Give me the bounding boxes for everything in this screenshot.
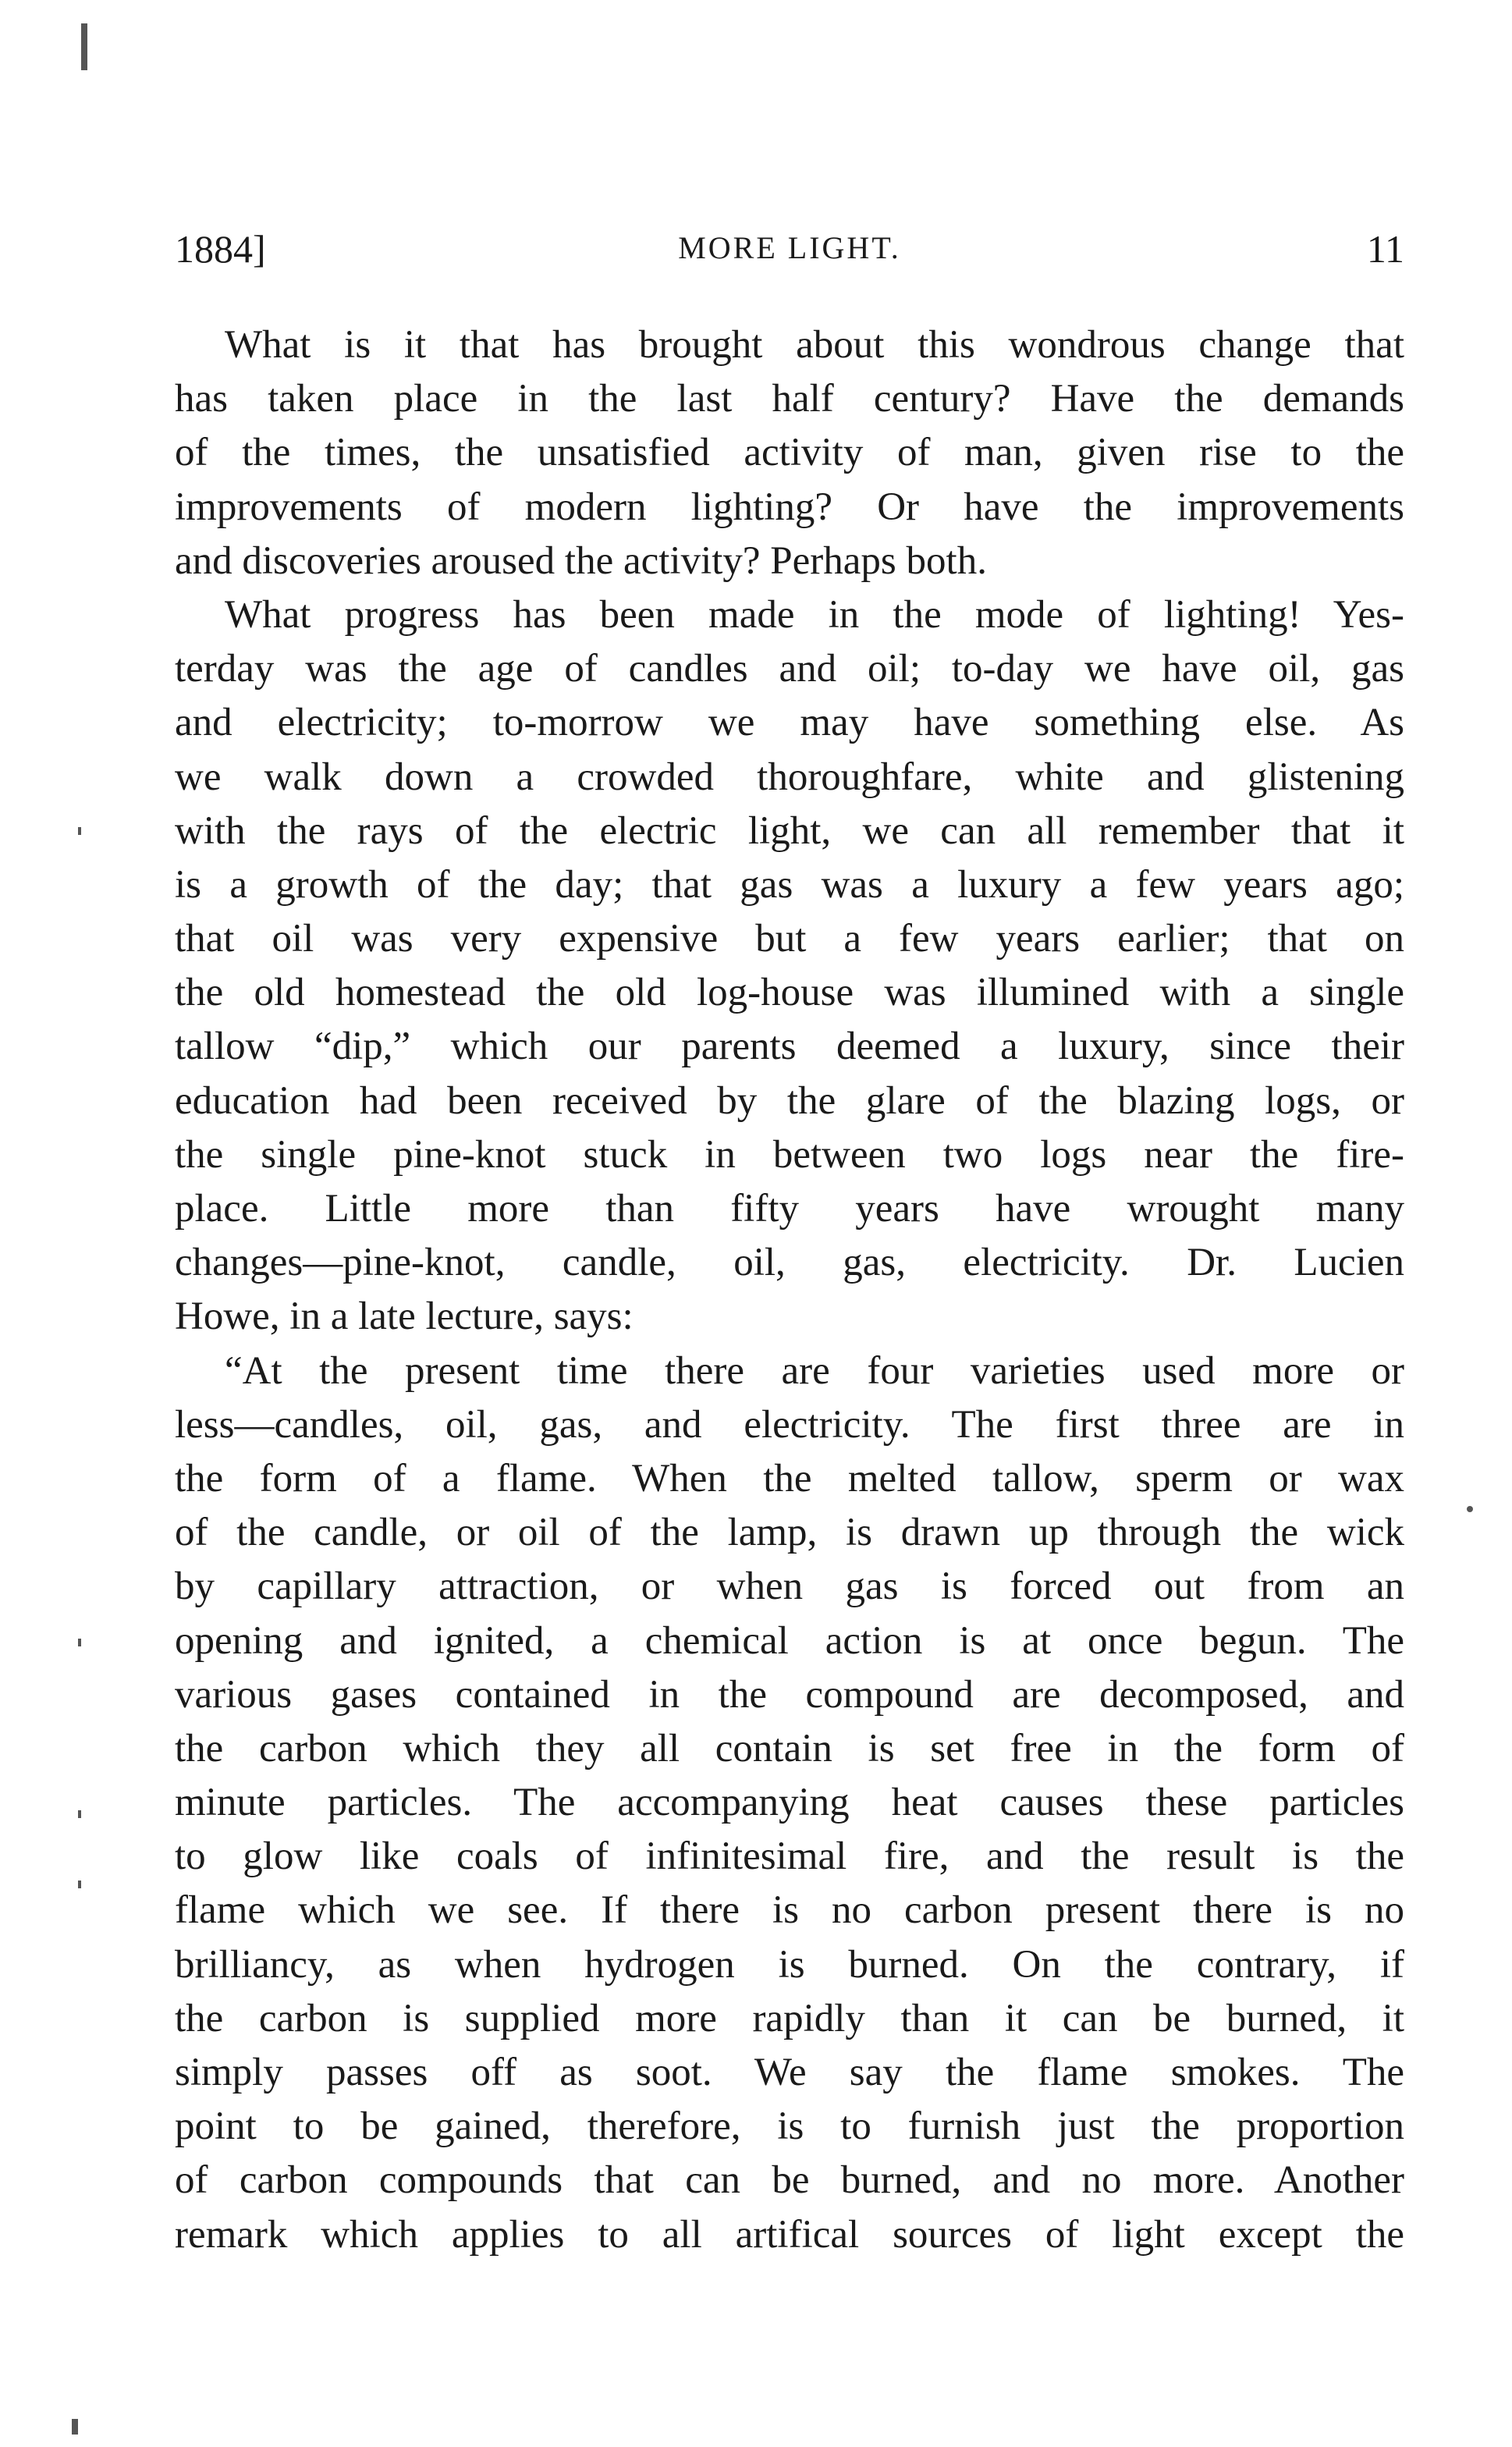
margin-mark [78, 1881, 81, 1888]
text-line: we walk down a crowded thoroughfare, white and glistening [175, 755, 1404, 799]
margin-mark [78, 1639, 81, 1646]
text-line: that oil was very expensive but a few years earlier; that on [175, 917, 1404, 961]
text-line: place. Little more than fifty years have wrought many [175, 1187, 1404, 1231]
text-line: and discoveries aroused the activity? Perhaps both. [175, 538, 987, 583]
text-line: the form of a flame. When the melted tallow, sperm or wax [175, 1456, 1404, 1501]
text-line: education had been received by the glare of the blazing logs, or [175, 1078, 1404, 1123]
running-header [175, 226, 1404, 281]
margin-mark [1467, 1506, 1473, 1512]
text-line: What is it that has brought about this wondrous change that [225, 323, 1404, 367]
margin-mark [78, 827, 81, 835]
text-line: various gases contained in the compound are decomposed, and [175, 1672, 1404, 1717]
text-line: tallow “dip,” which our parents deemed a luxury, since their [175, 1025, 1404, 1069]
text-line: simply passes off as soot. We say the flame smokes. The [175, 2051, 1404, 2094]
text-line: Howe, in a late lecture, says: [175, 1295, 634, 1339]
text-line: “At the present time there are four varieties used more or [225, 1348, 1404, 1393]
header-title: MORE LIGHT. [678, 230, 901, 265]
text-line: less—candles, oil, gas, and electricity. The first three are in [175, 1402, 1404, 1447]
text-line: and electricity; to-morrow we may have something else. As [175, 701, 1404, 745]
text-line: to glow like coals of infinitesimal fire, and the result is the [175, 1834, 1404, 1879]
text-line: is a growth of the day; that gas was a luxury a few years ago; [175, 862, 1404, 907]
text-line: minute particles. The accompanying heat causes these particles [175, 1781, 1404, 1825]
text-line: the carbon which they all contain is set free in the form of [175, 1726, 1404, 1770]
page-number: 11 [1366, 227, 1404, 271]
text-line: of the times, the unsatisfied activity of man, given rise to the [175, 431, 1404, 475]
text-line: flame which we see. If there is no carbon present there is no [175, 1888, 1404, 1933]
text-line: with the rays of the electric light, we can all remember that it [175, 808, 1404, 853]
text-line: the single pine-knot stuck in between two logs near the fire- [175, 1132, 1404, 1177]
margin-mark [72, 2419, 78, 2435]
body-text [175, 318, 1404, 2262]
text-line: brilliancy, as when hydrogen is burned. On the contrary, if [175, 1942, 1404, 1987]
text-line: remark which applies to all artifical sources of light except the [175, 2212, 1404, 2257]
text-line: terday was the age of candles and oil; to-day we have oil, gas [175, 647, 1404, 691]
text-line: What progress has been made in the mode of lighting! Yes- [225, 592, 1404, 637]
text-line: by capillary attraction, or when gas is forced out from an [175, 1564, 1404, 1609]
text-line: improvements of modern lighting? Or have the improvements [175, 485, 1404, 529]
margin-mark [78, 1810, 81, 1818]
text-line: the carbon is supplied more rapidly than it can be burned, it [175, 1996, 1404, 2040]
text-line: of the candle, or oil of the lamp, is drawn up through the wick [175, 1511, 1404, 1555]
header-year: 1884] [175, 227, 266, 271]
text-line: the old homestead the old log-house was illumined with a single [175, 971, 1404, 1015]
text-line: of carbon compounds that can be burned, and no more. Another [175, 2158, 1404, 2203]
text-line: point to be gained, therefore, is to furnish just the proportion [175, 2104, 1404, 2149]
text-line: opening and ignited, a chemical action is at once begun. The [175, 1618, 1404, 1663]
text-line: changes—pine-knot, candle, oil, gas, electricity. Dr. Lucien [175, 1241, 1404, 1285]
margin-mark [81, 23, 87, 70]
text-line: has taken place in the last half century? Have the demands [175, 377, 1404, 421]
